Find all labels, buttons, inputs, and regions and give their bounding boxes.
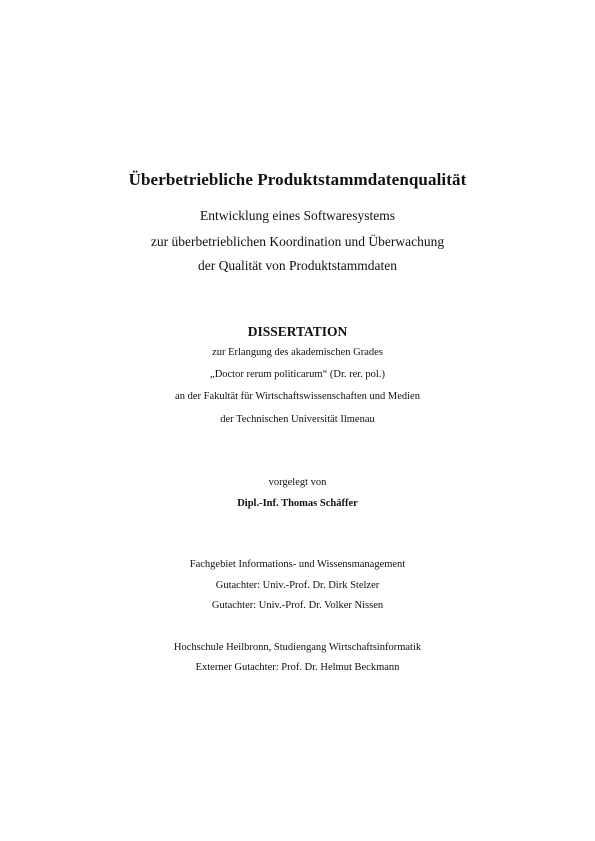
subtitle-line-2: zur überbetrieblichen Koordination und Überwachung <box>150 234 445 249</box>
author-name: Dipl.-Inf. Thomas Schäffer <box>237 498 358 509</box>
subtitle-line-3: der Qualität von Produktstammdaten <box>197 258 398 273</box>
reviewer-line-1: Gutachter: Univ.-Prof. Dr. Dirk Stelzer <box>215 580 380 591</box>
reviewer-line-2: Gutachter: Univ.-Prof. Dr. Volker Nissen <box>211 600 384 611</box>
department-line: Fachgebiet Informations- und Wissensmanagement <box>189 559 406 570</box>
subtitle-line-1: Entwicklung eines Softwaresystems <box>200 208 395 223</box>
degree-line-1: zur Erlangung des akademischen Grades <box>212 347 383 358</box>
degree-line-2: „Doctor rerum politicarum“ (Dr. rer. pol.) <box>210 369 385 380</box>
external-institution-line: Hochschule Heilbronn, Studiengang Wirtschaftsinformatik <box>173 642 422 653</box>
degree-line-3: an der Fakultät für Wirtschaftswissenschaften und Medien <box>175 391 420 402</box>
degree-line-4: der Technischen Universität Ilmenau <box>220 414 375 425</box>
dissertation-heading: DISSERTATION <box>247 324 348 339</box>
submitted-by-label: vorgelegt von <box>268 477 327 488</box>
external-reviewer-line: Externer Gutachter: Prof. Dr. Helmut Beckmann <box>195 662 400 673</box>
document-title: Überbetriebliche Produktstammdatenqualität <box>128 170 467 189</box>
